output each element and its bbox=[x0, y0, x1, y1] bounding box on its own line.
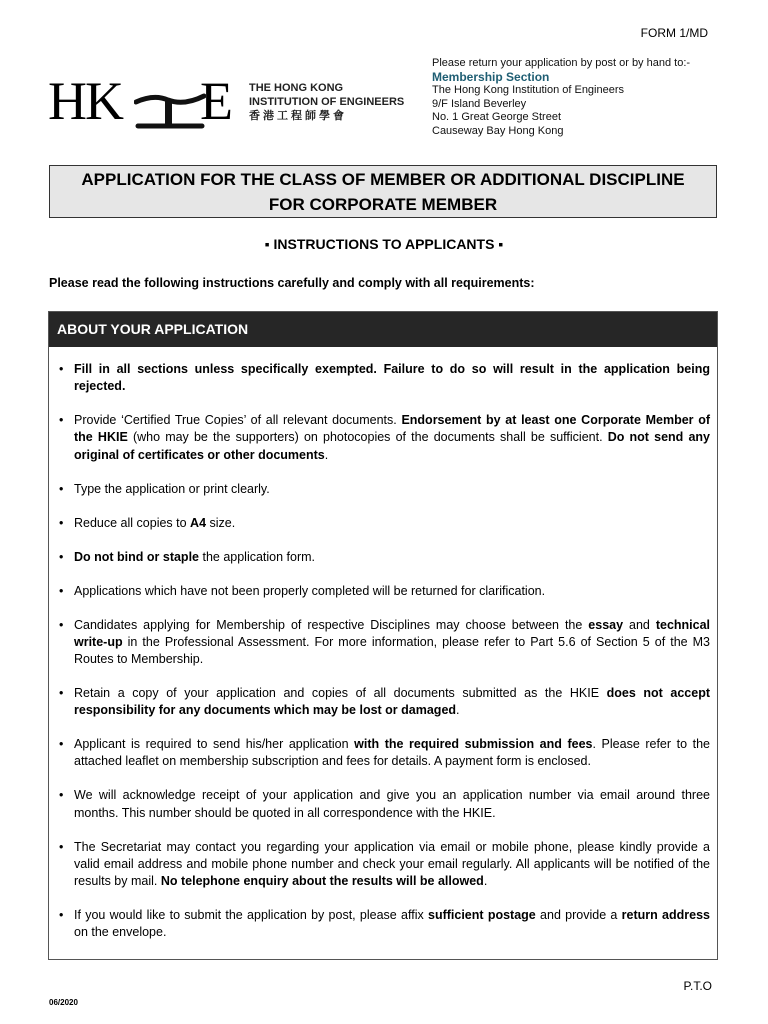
return-line-2: 9/F Island Beverley bbox=[432, 97, 527, 110]
instruction-list bbox=[49, 347, 717, 941]
instruction-item bbox=[59, 583, 710, 600]
instruction-text: Reduce all copies to bbox=[74, 515, 191, 530]
revision-date: 06/2020 bbox=[49, 998, 78, 1007]
instruction-text: We will acknowledge receipt of your application and give you an application number via email around three months. This number should be quoted in all correspondence with the HKIE. bbox=[74, 788, 710, 820]
instruction-item bbox=[59, 787, 710, 821]
instruction-item bbox=[59, 361, 710, 395]
return-line-1: The Hong Kong Institution of Engineers bbox=[432, 84, 625, 96]
instruction-text: sufficient postage bbox=[428, 908, 536, 923]
instruction-item bbox=[59, 617, 710, 669]
instruction-text: (who may be the supporters) on photocopies of the documents shall be sufficient. bbox=[127, 430, 608, 445]
instruction-text: Fill in all sections unless specifically exempted. Failure to do so will result in the application being rejected. bbox=[74, 362, 710, 394]
instruction-text: . Please refer to the attached leaflet on membership subscription and fees for details. A payment form is enclosed. bbox=[74, 737, 710, 769]
instruction-text: . bbox=[324, 447, 329, 462]
instruction-text: essay bbox=[588, 617, 624, 632]
instruction-text: Retain a copy of your application and copies of all documents submitted as the HKIE bbox=[74, 686, 607, 701]
instruction-item bbox=[59, 839, 710, 891]
instruction-text: The Secretariat may contact you regarding your application via email or mobile phone, please kindly provide a valid email address and mobile phone number and check your email regularly. All applicants will be notified of the results by mail. bbox=[74, 839, 710, 889]
instruction-item bbox=[59, 515, 710, 532]
hkie-emblem-icon bbox=[134, 84, 206, 130]
return-line-3: No. 1 Great George Street bbox=[432, 111, 562, 123]
instruction-item bbox=[59, 481, 710, 498]
org-line-1: THE HONG KONG bbox=[249, 82, 344, 94]
instruction-text: . bbox=[456, 703, 460, 718]
instructions-heading: ▪ INSTRUCTIONS TO APPLICANTS ▪ bbox=[264, 236, 504, 252]
organisation-name bbox=[249, 81, 404, 123]
instruction-item bbox=[59, 549, 710, 566]
instruction-text: does not accept responsibility for any documents which may be lost or damaged bbox=[74, 686, 710, 718]
instruction-text: on the envelope. bbox=[74, 925, 167, 940]
pto-label: P.T.O bbox=[683, 979, 712, 993]
instruction-text: in the Professional Assessment. For more information, please refer to Part 5.6 of Section 5 of the M3 Routes to Membership. bbox=[74, 634, 710, 667]
instruction-item bbox=[59, 685, 710, 719]
instruction-text: A4 bbox=[190, 515, 207, 530]
about-application-panel bbox=[48, 311, 718, 960]
org-line-2: INSTITUTION OF ENGINEERS bbox=[249, 96, 405, 108]
instruction-text: Applications which have not been properly completed will be returned for clarification. bbox=[74, 583, 546, 598]
instruction-text: Do not bind or staple bbox=[74, 549, 199, 564]
instruction-text: Endorsement by at least one Corporate Member of the HKIE bbox=[74, 413, 711, 445]
org-chinese-name: 香港工程師學會 bbox=[249, 110, 347, 122]
form-title bbox=[49, 165, 717, 218]
return-line-4: Causeway Bay Hong Kong bbox=[432, 124, 564, 137]
logo-letters-left: HK bbox=[48, 71, 122, 131]
form-title-line-1: APPLICATION FOR THE CLASS OF MEMBER OR ADDITIONAL DISCIPLINE bbox=[81, 170, 685, 189]
instruction-text: and bbox=[623, 617, 656, 632]
instruction-item bbox=[59, 412, 710, 464]
return-address bbox=[432, 57, 690, 138]
form-number: FORM 1/MD bbox=[640, 26, 708, 40]
instruction-text: If you would like to submit the application by post, please affix bbox=[74, 908, 428, 923]
instruction-text: Provide ‘Certified True Copies’ of all relevant documents. bbox=[74, 413, 402, 428]
intro-text: Please read the following instructions carefully and comply with all requirements: bbox=[49, 276, 535, 290]
instruction-text: No telephone enquiry about the results will be allowed bbox=[160, 874, 484, 889]
instruction-text: size. bbox=[206, 515, 236, 530]
logo-letters-right: E bbox=[200, 71, 231, 131]
instruction-text: with the required submission and fees bbox=[354, 737, 593, 752]
instruction-text: Type the application or print clearly. bbox=[74, 481, 270, 496]
instruction-text: and provide a bbox=[535, 908, 622, 923]
instruction-text: Candidates applying for Membership of respective Disciplines may choose between the bbox=[74, 617, 589, 632]
instruction-item bbox=[59, 736, 710, 770]
instruction-text: technical write-up bbox=[74, 617, 711, 649]
instruction-text: Do not send any original of certificates or other documents bbox=[74, 430, 710, 462]
instruction-text: Applicant is required to send his/her application bbox=[74, 737, 355, 752]
hkie-logo bbox=[48, 71, 418, 131]
instruction-item bbox=[59, 907, 710, 941]
instruction-text: the application form. bbox=[199, 549, 316, 564]
return-section: Membership Section bbox=[432, 69, 550, 84]
instruction-text: . bbox=[483, 874, 488, 889]
panel-heading: ABOUT YOUR APPLICATION bbox=[49, 312, 717, 347]
form-title-line-2: FOR CORPORATE MEMBER bbox=[268, 195, 498, 214]
return-intro: Please return your application by post or by hand to:- bbox=[432, 57, 691, 69]
instruction-text: return address bbox=[621, 908, 711, 923]
